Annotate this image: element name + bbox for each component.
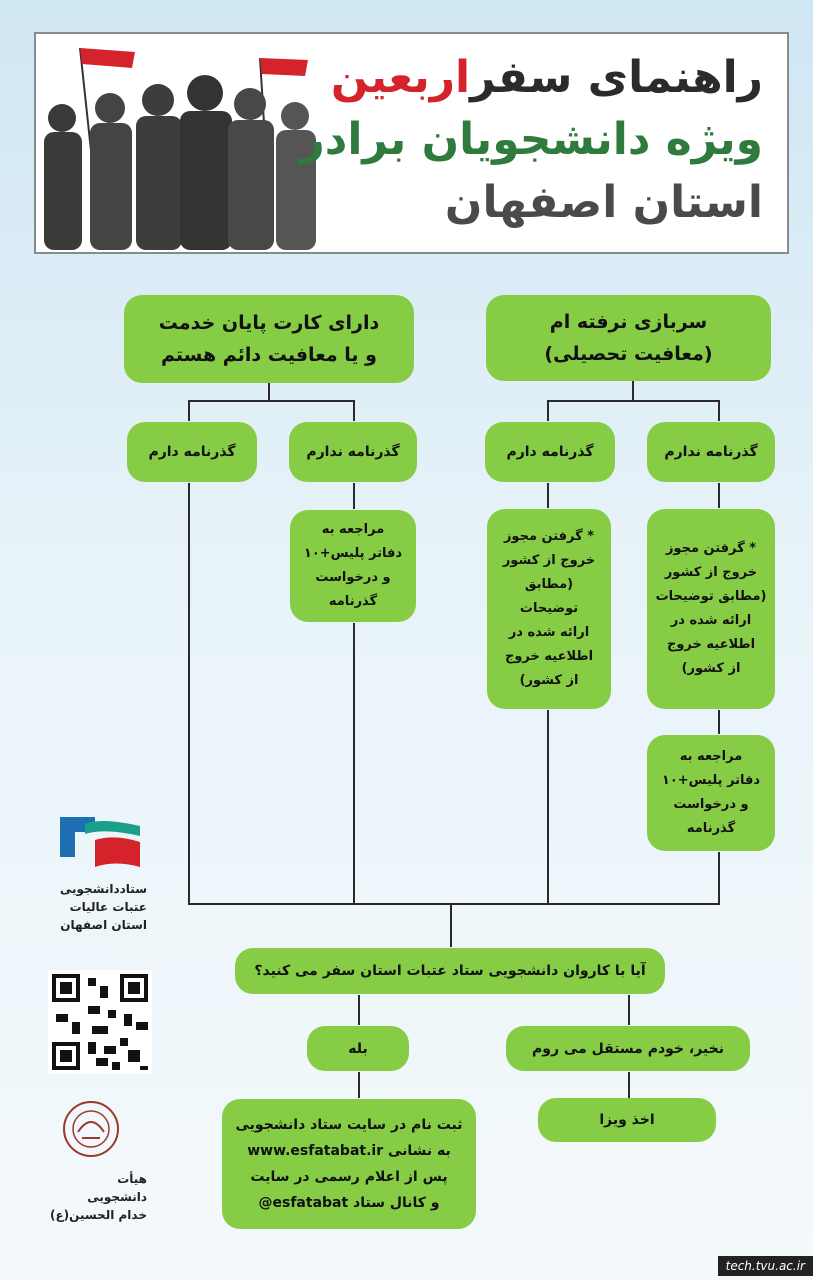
- connector-line: [628, 995, 630, 1025]
- exit-permit-step-right: * گرفتن مجوز خروج از کشور (مطابق توضیحات ارائه شده در اطلاعیه خروج از کشور): [647, 509, 775, 709]
- title-line-3: استان اصفهان: [444, 177, 763, 228]
- connector-line: [547, 710, 549, 905]
- header-title: [293, 48, 763, 234]
- connector-line: [188, 903, 720, 905]
- police-office-step-right: مراجعه به دفاتر پلیس+۱۰ و درخواست گذرنامه: [647, 735, 775, 851]
- student-headquarters-caption: ستاددانشجویی عتبات عالیات استان اصفهان: [59, 882, 147, 932]
- connector-line: [188, 400, 190, 421]
- connector-line: [450, 903, 452, 947]
- title-line-1-text: راهنمای سفر: [470, 52, 763, 103]
- passport-have-left: گذرنامه دارم: [127, 422, 257, 482]
- connector-line: [628, 1072, 630, 1098]
- registration-instructions: ثبت نام در سایت ستاد دانشجویی به نشانی www.esfatabat.ir پس از اعلام رسمی در سایت و کانال ستاد esfatabat@: [222, 1099, 476, 1229]
- title-line-1: [293, 48, 763, 108]
- title-line-2: ویژه دانشجویان برادر: [299, 114, 763, 165]
- title-line-1-highlight: اربعین: [330, 52, 471, 103]
- connector-line: [353, 400, 355, 421]
- header-banner: [34, 32, 789, 254]
- connector-line: [718, 483, 720, 508]
- answer-no: نخیر، خودم مستقل می روم: [506, 1026, 750, 1071]
- khoddam-caption: هیأت دانشجویی خدام الحسین(ع): [49, 1172, 147, 1222]
- connector-line: [358, 995, 360, 1025]
- branch-completed-service: دارای کارت پایان خدمت و یا معافیت دائم هستم: [124, 295, 414, 383]
- branch-not-served: سربازی نرفته ام (معافیت تحصیلی): [486, 295, 771, 381]
- get-visa-step: اخذ ویزا: [538, 1098, 716, 1142]
- connector-line: [188, 400, 355, 402]
- connector-line: [547, 400, 549, 421]
- connector-line: [632, 380, 634, 402]
- connector-line: [718, 400, 720, 421]
- connector-line: [358, 1072, 360, 1098]
- connector-line: [353, 483, 355, 509]
- connector-line: [718, 852, 720, 905]
- passport-dont-have-right: گذرنامه ندارم: [647, 422, 775, 482]
- passport-dont-have-left: گذرنامه ندارم: [289, 422, 417, 482]
- student-headquarters-logo-icon: [55, 812, 145, 872]
- passport-have-right: گذرنامه دارم: [485, 422, 615, 482]
- police-office-step-left: مراجعه به دفاتر پلیس+۱۰ و درخواست گذرنامه: [290, 510, 416, 622]
- connector-line: [353, 623, 355, 905]
- connector-line: [188, 483, 190, 905]
- pilgrims-silhouette-icon: [40, 38, 330, 250]
- exit-permit-step-middle: * گرفتن مجوز خروج از کشور (مطابق توضیحات ارائه شده در اطلاعیه خروج از کشور): [487, 509, 611, 709]
- qr-code-icon: [48, 970, 152, 1074]
- source-watermark: tech.tvu.ac.ir: [718, 1256, 813, 1276]
- connector-line: [718, 710, 720, 734]
- answer-yes: بله: [307, 1026, 409, 1071]
- connector-line: [547, 483, 549, 508]
- caravan-question: آیا با کاروان دانشجویی ستاد عتبات استان سفر می کنید؟: [235, 948, 665, 994]
- khoddam-al-hussein-seal-icon: [60, 1098, 122, 1160]
- connector-line: [268, 382, 270, 402]
